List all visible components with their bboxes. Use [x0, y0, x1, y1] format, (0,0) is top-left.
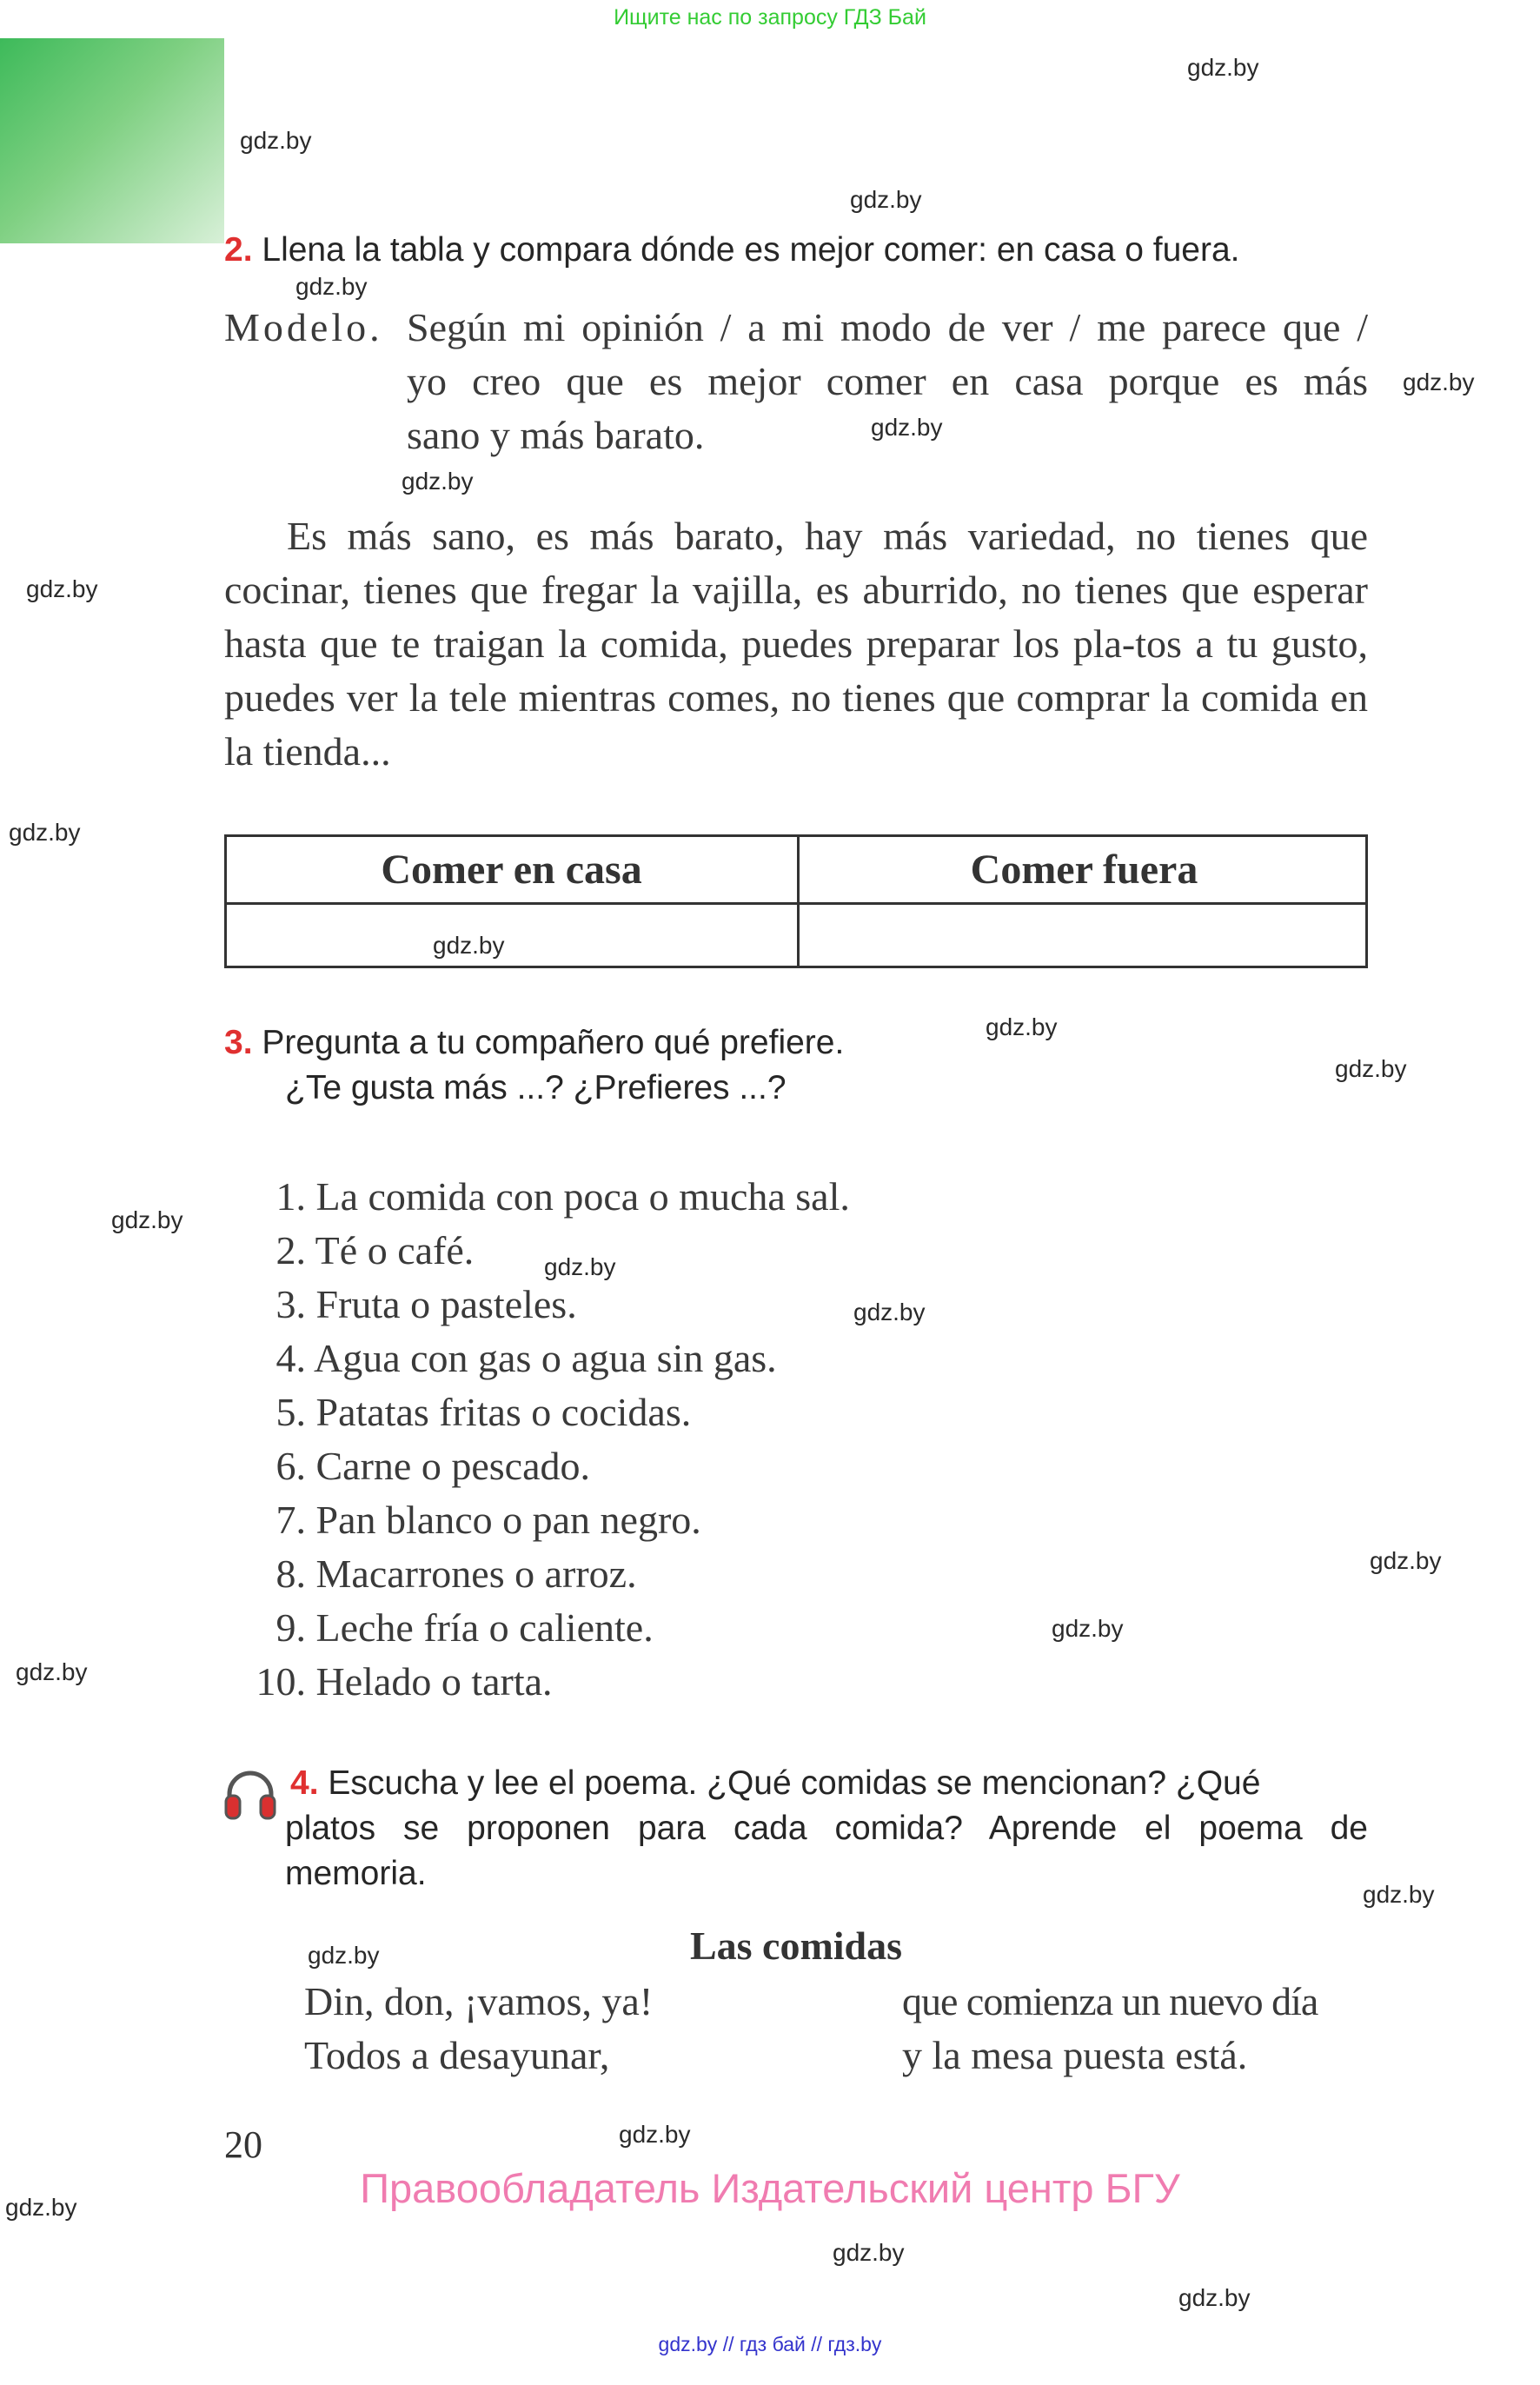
table-column-divider: [797, 837, 800, 966]
task4-instruction-line2: platos se proponen para cada comida? Aprende el poema de: [285, 1810, 1368, 1847]
watermark: gdz.by: [1363, 1881, 1435, 1908]
watermark: gdz.by: [16, 1658, 88, 1685]
list-item: 3. Fruta o pasteles.: [275, 1282, 577, 1326]
poem-right-line-2: y la mesa puesta está.: [902, 2033, 1248, 2077]
task2-number: 2.: [224, 231, 253, 269]
watermark: gdz.by: [853, 1299, 926, 1325]
watermark: gdz.by: [1178, 2284, 1251, 2311]
headphones-icon[interactable]: [222, 1766, 278, 1822]
table-row-divider: [227, 902, 1365, 905]
watermark: gdz.by: [1403, 369, 1475, 395]
model-label: Modelo.: [224, 305, 383, 349]
list-item: 10. Helado o tarta.: [256, 1659, 553, 1704]
page-number: 20: [224, 2123, 262, 2166]
task2-instruction: [224, 231, 1240, 269]
task4-instruction-line3: memoria.: [285, 1855, 427, 1892]
footer-links[interactable]: gdz.by // гдз бай // гдз.by: [658, 2333, 882, 2355]
list-item: 1. La comida con poca o mucha sal.: [275, 1174, 850, 1219]
table-header-out: Comer fuera: [970, 847, 1198, 893]
model-line-3: sano y más barato.: [407, 413, 705, 457]
table-header-home: Comer en casa: [381, 847, 642, 893]
poem-left-line-2: Todos a desayunar,: [304, 2033, 610, 2077]
watermark: gdz.by: [833, 2239, 905, 2266]
corner-decoration: [0, 38, 224, 243]
watermark: gdz.by: [850, 186, 922, 213]
task2-instruction-text: Llena la tabla y compara dónde es mejor comer: en casa o fuera.: [262, 231, 1240, 269]
watermark: gdz.by: [240, 127, 312, 154]
watermark: gdz.by: [1187, 54, 1259, 81]
watermark: gdz.by: [1052, 1615, 1124, 1642]
poem-right-line-1: que comienza un nuevo día: [902, 1979, 1318, 2023]
watermark: gdz.by: [433, 932, 505, 959]
watermark: gdz.by: [986, 1013, 1058, 1040]
poem-title: Las comidas: [689, 1923, 903, 1968]
watermark: gdz.by: [402, 468, 474, 495]
task3-instruction: [224, 1024, 844, 1062]
task4-instruction-line1: 4. Escucha y lee el poema. ¿Qué comidas se mencionan? ¿Qué: [290, 1764, 1261, 1802]
watermark: gdz.by: [111, 1206, 183, 1233]
list-item: 8. Macarrones o arroz.: [275, 1551, 637, 1596]
list-item: 6. Carne o pescado.: [275, 1444, 590, 1488]
watermark: gdz.by: [1370, 1547, 1442, 1574]
task2-paragraph: Es más sano, es más barato, hay más variedad, no tienes que cocinar, tienes que fregar la vajilla, es aburrido, no tienes que esperar hasta que te traigan la comida, puedes preparar los pla-tos a tu gusto, puedes ver la tele mientras comes, no tienes que comprar la comida en la tienda...: [224, 514, 1368, 774]
top-banner[interactable]: Ищите нас по запросу ГДЗ Бай: [614, 5, 926, 30]
watermark: gdz.by: [1335, 1055, 1407, 1082]
watermark: gdz.by: [871, 414, 943, 441]
watermark: gdz.by: [295, 273, 368, 300]
list-item: 4. Agua con gas o agua sin gas.: [275, 1336, 777, 1380]
task4-number: 4.: [290, 1764, 319, 1802]
task3-instruction-line2: ¿Te gusta más ...? ¿Prefieres ...?: [285, 1069, 787, 1106]
list-item: 7. Pan blanco o pan negro.: [275, 1498, 701, 1542]
watermark: gdz.by: [5, 2194, 77, 2221]
watermark: gdz.by: [619, 2121, 691, 2148]
watermark: gdz.by: [308, 1942, 380, 1969]
watermark: gdz.by: [9, 819, 81, 846]
model-line-2: yo creo que es mejor comer en casa porque es más: [407, 359, 1368, 403]
watermark: gdz.by: [26, 575, 98, 602]
task3-number: 3.: [224, 1024, 253, 1061]
copyright-notice: Правообладатель Издательский центр БГУ: [360, 2165, 1180, 2211]
model-line-1: Según mi opinión / a mi modo de ver / me parece que /: [407, 305, 1368, 349]
watermark: gdz.by: [544, 1253, 616, 1280]
list-item: 9. Leche fría o caliente.: [275, 1605, 654, 1650]
list-item: 5. Patatas fritas o cocidas.: [275, 1390, 692, 1434]
poem-left-line-1: Din, don, ¡vamos, ya!: [304, 1979, 654, 2023]
list-item: 2. Té o café.: [275, 1228, 475, 1272]
task3-instruction-line1: Pregunta a tu compañero qué prefiere.: [262, 1024, 845, 1061]
comparison-table: [224, 834, 1368, 968]
